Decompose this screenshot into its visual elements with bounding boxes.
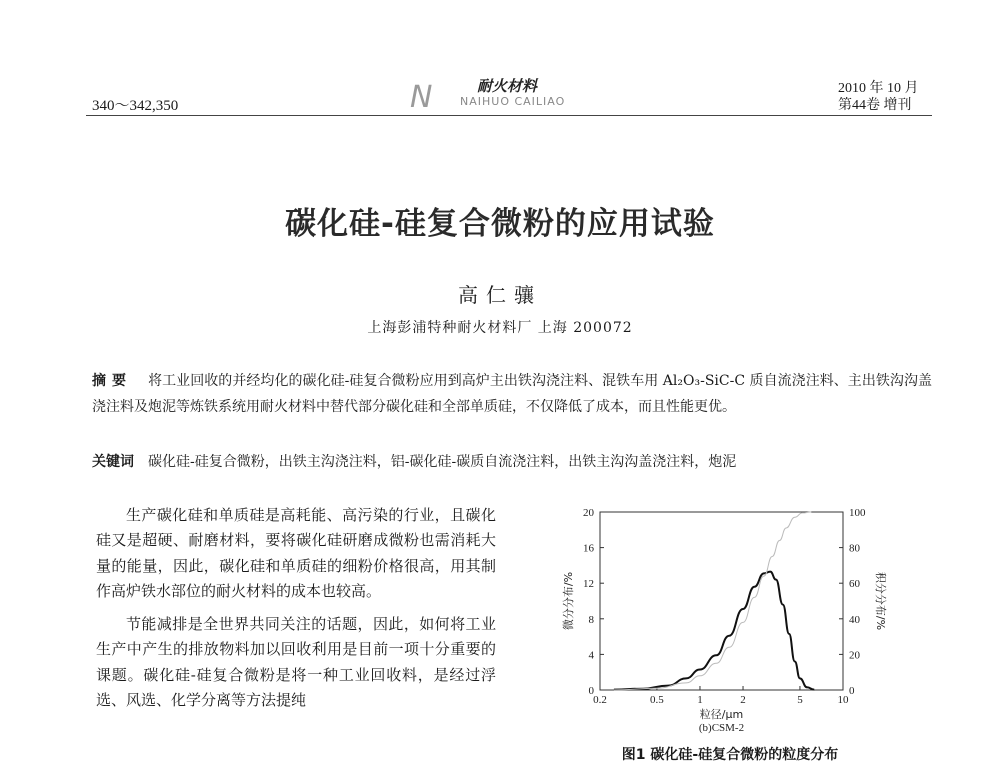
y-right-axis-label: 积分分布/% xyxy=(874,571,887,631)
journal-logo-mark: N xyxy=(410,80,433,115)
figure-caption: 图1 碳化硅-硅复合微粉的粒度分布 xyxy=(621,747,839,763)
y-right-tick-label: 80 xyxy=(849,542,860,555)
y-right-tick-label: 40 xyxy=(849,613,860,626)
particle-size-chart xyxy=(548,500,928,759)
header-rule xyxy=(86,115,932,116)
issue-volume: 第44卷 增刊 xyxy=(838,98,912,113)
subfigure-label: (b)CSM-2 xyxy=(698,722,745,734)
y-right-tick-label: 0 xyxy=(849,685,855,697)
y-right-tick-label: 60 xyxy=(849,578,860,591)
issue-info xyxy=(838,80,919,114)
journal-name: 耐火材料 xyxy=(477,77,538,95)
series-line-differential xyxy=(614,572,814,690)
abstract-text: 将工业回收的并经均化的碳化硅-硅复合微粉应用到高炉主出铁沟浇注料、混铁车用 Al₂O₃-SiC-C 质自流浇注料、主出铁沟沟盖浇注料及炮泥等炼铁系统用耐火材料中替代部分碳化硅和全部单质硅，不仅降低了成本，而且性能更优。 xyxy=(92,373,933,415)
issue-date: 2010 年 10 月 xyxy=(838,81,919,96)
y-left-axis-label: 微分分布/% xyxy=(562,571,575,631)
y-left-tick-label: 0 xyxy=(588,685,594,697)
y-left-tick-label: 12 xyxy=(583,578,594,591)
x-axis-label: 粒径/μm xyxy=(699,708,744,721)
journal-pinyin: NAIHUO CAILIAO xyxy=(460,95,566,108)
author: 高仁骧 xyxy=(458,283,542,307)
x-tick-label: 0.2 xyxy=(593,694,607,706)
y-right-tick-label: 100 xyxy=(849,507,866,519)
page-range: 340～342,350 xyxy=(92,98,179,114)
body-paragraph-1: 生产碳化硅和单质硅是高耗能、高污染的行业，且碳化硅又是超硬、耐磨材料，要将碳化硅研磨成微粉也需消耗大量的能量，因此，碳化硅和单质硅的细粉价格很高，用其制作高炉铁水部位的耐火材料的成本也较高。 xyxy=(96,506,496,600)
abstract xyxy=(92,368,932,420)
abstract-label: 摘要 xyxy=(92,373,133,389)
x-tick-label: 1 xyxy=(697,694,703,706)
keywords-label: 关键词 xyxy=(92,454,134,470)
y-right-tick-label: 20 xyxy=(849,649,860,662)
y-left-tick-label: 20 xyxy=(583,507,594,519)
body-paragraph-2: 节能减排是全世界共同关注的话题，因此，如何将工业生产中产生的排放物料加以回收利用是目前一项十分重要的课题。碳化硅-硅复合微粉是将一种工业回收料，是经过浮选、风选、化学分离等方法提纯 xyxy=(96,615,496,710)
y-left-tick-label: 8 xyxy=(588,613,594,626)
affiliation: 上海彭浦特种耐火材料厂 上海 200072 xyxy=(367,320,633,336)
body-text xyxy=(96,503,496,721)
x-tick-label: 10 xyxy=(837,694,849,706)
y-left-tick-label: 4 xyxy=(588,649,594,662)
paper-title: 碳化硅-硅复合微粉的应用试验 xyxy=(285,206,715,242)
keywords-text: 碳化硅-硅复合微粉，出铁主沟浇注料，铝-碳化硅-碳质自流浇注料，出铁主沟沟盖浇注料，炮泥 xyxy=(148,454,737,470)
x-tick-label: 5 xyxy=(797,694,803,706)
x-tick-label: 0.5 xyxy=(650,694,664,706)
y-left-tick-label: 16 xyxy=(583,542,594,555)
keywords xyxy=(92,451,932,473)
x-tick-label: 2 xyxy=(740,694,746,706)
plot-frame xyxy=(600,512,843,690)
